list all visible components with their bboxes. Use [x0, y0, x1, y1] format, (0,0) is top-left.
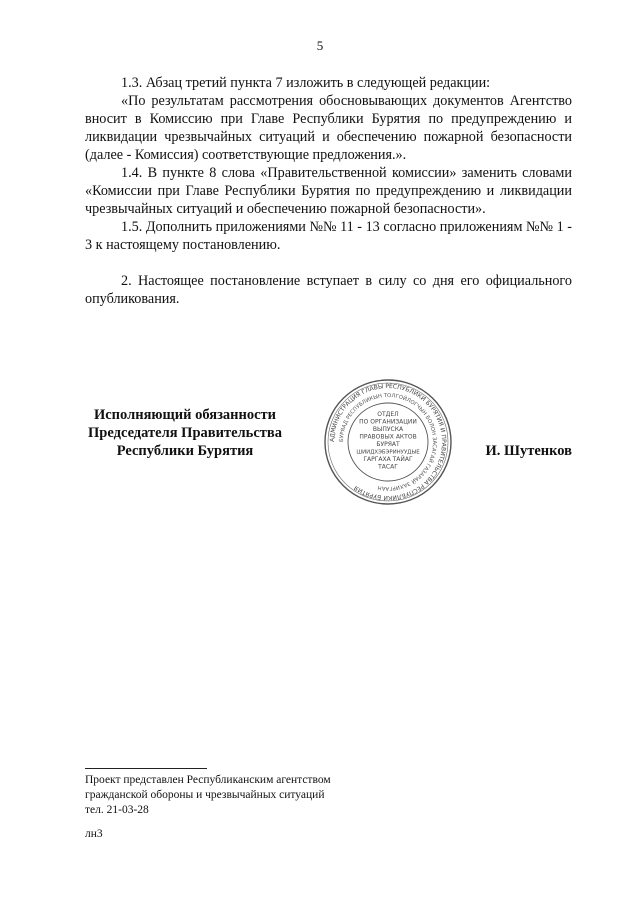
seal-center-line: ВЫПУСКА — [372, 426, 404, 433]
seal-center-line: ШИИДХЭБЭРИНУУДЫЕ — [356, 449, 420, 456]
official-seal — [313, 378, 463, 506]
footnote-phone: тел. 21-03-28 — [85, 804, 149, 816]
seal-center-line: ТАСАГ — [378, 463, 398, 471]
page-number: 5 — [316, 38, 324, 53]
paragraph-1-5: 1.5. Дополнить приложениями №№ 11 - 13 согласно приложениям №№ 1 - 3 к настоящему постановлению. — [85, 219, 572, 253]
signatory-title-line-3: Республики Бурятия — [116, 443, 254, 459]
seal-inner-ring-text: БУРЯАД РЕСПУБЛИКЫН ТОЛГОЙЛОГЧЫН БОЛОН ЗАСАГАЙ ГАЗАРАЙ ЗАХИРГААН — [338, 392, 438, 492]
document-body — [85, 74, 572, 308]
paragraph-quote: «По результатам рассмотрения обосновывающих документов Агентство вносит в Комиссию при Главе Республики Бурятия по предупреждению и ликвидации чрезвычайных ситуаций и обеспечению пожарной безопасности (далее - Комиссия) соответствующие предложения.». — [85, 93, 572, 163]
signatory-name: И. Шутенков — [485, 443, 572, 459]
footnote-line-2: гражданской обороны и чрезвычайных ситуаций — [85, 789, 325, 801]
footnote — [85, 773, 405, 842]
footnote-divider — [85, 768, 207, 769]
signatory-title-line-1: Исполняющий обязанности — [93, 407, 277, 423]
footnote-line-1: Проект представлен Республиканским агентством — [85, 774, 331, 786]
signatory-title — [85, 406, 285, 460]
seal-outer-ring-text: АДМИНИСТРАЦИЯ ГЛАВЫ РЕСПУБЛИКИ БУРЯТИЯ И ПРАВИТЕЛЬСТВА РЕСПУБЛИКИ БУРЯТИЯ — [328, 382, 448, 502]
footnote-code: лн3 — [85, 828, 103, 840]
seal-center-line: ПО ОРГАНИЗАЦИИ — [359, 418, 417, 426]
signatory-title-line-2: Председателя Правительства — [88, 425, 282, 441]
seal-center-line: БУРЯАТ — [376, 441, 400, 448]
paragraph-2: 2. Настоящее постановление вступает в силу со дня его официального опубликования. — [85, 273, 572, 307]
seal-center-line: ПРАВОВЫХ АКТОВ — [359, 433, 417, 441]
paragraph-1-4: 1.4. В пункте 8 слова «Правительственной комиссии» заменить словами «Комиссии при Главе Республики Бурятия по предупреждению и ликвидации чрезвычайных ситуаций и обеспечению пожарной безопасности». — [85, 165, 572, 217]
seal-center-line: ОТДЕЛ — [377, 411, 399, 418]
seal-center-line: ГАРГАХА ТАЙАГ — [363, 456, 413, 463]
paragraph-1-3: 1.3. Абзац третий пункта 7 изложить в следующей редакции: — [121, 75, 491, 91]
